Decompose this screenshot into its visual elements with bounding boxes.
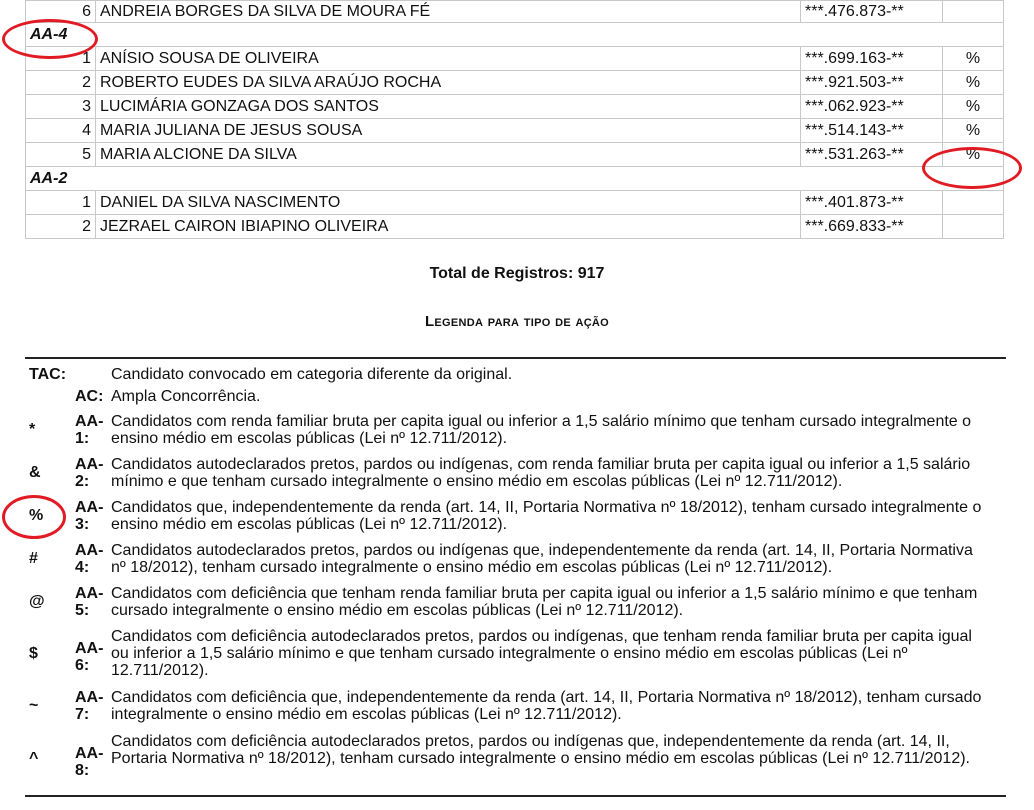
row-number: 2 xyxy=(26,71,96,95)
candidate-cpf: ***.531.263-** xyxy=(801,143,943,167)
row-number: 6 xyxy=(26,1,96,23)
legend-symbol: # xyxy=(29,550,38,567)
legend-item-aa2 xyxy=(25,456,1006,490)
candidate-name: ANÍSIO SOUSA DE OLIVEIRA xyxy=(96,47,801,71)
legend-code: AC: xyxy=(75,388,104,405)
table-row xyxy=(26,119,1004,143)
legend-code: AA-5: xyxy=(75,585,104,619)
table-row xyxy=(26,191,1004,215)
legend-item-ac xyxy=(25,388,1006,405)
action-mark xyxy=(943,1,1004,23)
row-number: 2 xyxy=(26,215,96,239)
legend-symbol: @ xyxy=(29,593,45,610)
candidate-cpf: ***.514.143-** xyxy=(801,119,943,143)
legend-item-aa5 xyxy=(25,585,1006,619)
total-records: Total de Registros: 917 xyxy=(429,265,605,282)
legend-code: AA-7: xyxy=(75,689,104,723)
legend-description: Candidatos com deficiência autodeclarados pretos, pardos ou indígenas, que tenham renda familiar bruta per capita igual ou inferior a 1,5 salário mínimo e que tenham cursado integralmente o ensino médio em escolas públicas (Lei nº 12.711/2012). xyxy=(111,628,972,679)
legend-item-aa4 xyxy=(25,542,1006,576)
legend-code: AA-6: xyxy=(75,640,104,674)
action-mark: % xyxy=(943,95,1004,119)
legend-description: Candidatos autodeclarados pretos, pardos ou indígenas, com renda familiar bruta per capita igual ou inferior a 1,5 salário mínimo e que tenham cursado integralmente o ensino médio em escolas públicas (Lei nº 12.711/2012). xyxy=(111,456,971,490)
candidate-cpf: ***.699.163-** xyxy=(801,47,943,71)
legend-symbol: * xyxy=(29,421,36,438)
action-mark xyxy=(943,215,1004,239)
table-row xyxy=(26,215,1004,239)
legend-title: Legenda para tipo de ação xyxy=(424,313,610,330)
legend-description: Candidatos com renda familiar bruta per capita igual ou inferior a 1,5 salário mínimo que tenham cursado integralmente o ensino médio em escolas públicas (Lei nº 12.711/2012). xyxy=(111,413,972,447)
candidate-name: LUCIMÁRIA GONZAGA DOS SANTOS xyxy=(96,95,801,119)
legend-symbol: ~ xyxy=(29,697,39,714)
row-number: 5 xyxy=(26,143,96,167)
legend-description: Candidatos com deficiência que tenham renda familiar bruta per capita igual ou inferior a 1,5 salário mínimo e que tenham cursado integralmente o ensino médio em escolas públicas (Lei nº 12.711/2012). xyxy=(111,585,978,619)
legend-description: Candidato convocado em categoria diferente da original. xyxy=(111,366,513,383)
candidate-cpf: ***.476.873-** xyxy=(801,1,943,23)
group-label: AA-2 xyxy=(26,167,1004,191)
legend-description: Ampla Concorrência. xyxy=(111,388,261,405)
action-mark xyxy=(943,191,1004,215)
row-number: 1 xyxy=(26,47,96,71)
action-mark: % xyxy=(943,71,1004,95)
legend-description: Candidatos com deficiência autodeclarados pretos, pardos ou indígenas que, independentemente da renda (art. 14, II, Portaria Normativa nº 18/2012), tenham cursado integralmente o ensino médio em escolas públicas (Lei nº 12.711/2012). xyxy=(111,733,970,767)
legend-symbol: ^ xyxy=(29,749,39,767)
legend-description: Candidatos autodeclarados pretos, pardos ou indígenas que, independentemente da renda (art. 14, II, Portaria Normativa nº 18/2012), tenham cursado integralmente o ensino médio em escolas públicas (Lei nº 12.711/2012). xyxy=(111,542,973,576)
legend-item-aa1 xyxy=(25,413,1006,447)
legend-item-aa7 xyxy=(25,689,1006,723)
action-mark: % xyxy=(943,47,1004,71)
candidate-name: MARIA ALCIONE DA SILVA xyxy=(96,143,801,167)
candidate-cpf: ***.401.873-** xyxy=(801,191,943,215)
legend-code: AA-4: xyxy=(75,542,104,576)
candidate-cpf: ***.921.503-** xyxy=(801,71,943,95)
table-row xyxy=(26,71,1004,95)
legend-item-aa6 xyxy=(25,628,1006,679)
legend-top-rule xyxy=(25,357,1006,359)
action-mark: % xyxy=(943,143,1004,167)
row-number: 3 xyxy=(26,95,96,119)
candidate-name: MARIA JULIANA DE JESUS SOUSA xyxy=(96,119,801,143)
group-header-row xyxy=(26,23,1004,47)
legend-item-aa8 xyxy=(25,733,1006,784)
table-row xyxy=(26,1,1004,23)
legend-bottom-rule xyxy=(25,795,1006,797)
table-row xyxy=(26,47,1004,71)
legend-symbol: & xyxy=(29,464,41,481)
legend-symbol: TAC: xyxy=(29,365,67,383)
group-label: AA-4 xyxy=(26,23,1004,47)
legend-code: AA-3: xyxy=(75,499,104,533)
legend-code: AA-2: xyxy=(75,456,104,490)
row-number: 4 xyxy=(26,119,96,143)
action-mark: % xyxy=(943,119,1004,143)
table-row xyxy=(26,95,1004,119)
group-header-row xyxy=(26,167,1004,191)
candidate-cpf: ***.062.923-** xyxy=(801,95,943,119)
legend-symbol: % xyxy=(29,507,44,524)
legend-description: Candidatos com deficiência que, independentemente da renda (art. 14, II, Portaria Normativa nº 18/2012), tenham cursado integralmente o ensino médio em escolas públicas (Lei nº 12.711/2012). xyxy=(111,689,982,723)
results-table xyxy=(25,0,1004,239)
candidate-name: ROBERTO EUDES DA SILVA ARAÚJO ROCHA xyxy=(96,71,801,95)
candidate-name: JEZRAEL CAIRON IBIAPINO OLIVEIRA xyxy=(96,215,801,239)
legend-item-tac xyxy=(25,366,1006,383)
candidate-name: DANIEL DA SILVA NASCIMENTO xyxy=(96,191,801,215)
table-row xyxy=(26,143,1004,167)
legend-item-aa3 xyxy=(25,499,1006,533)
candidate-cpf: ***.669.833-** xyxy=(801,215,943,239)
legend-symbol: $ xyxy=(29,644,38,662)
legend-description: Candidatos que, independentemente da renda (art. 14, II, Portaria Normativa nº 18/2012), tenham cursado integralmente o ensino médio em escolas públicas (Lei nº 12.711/2012). xyxy=(111,499,982,533)
legend-code: AA-8: xyxy=(75,745,104,779)
candidate-name: ANDREIA BORGES DA SILVA DE MOURA FÉ xyxy=(96,1,801,23)
legend-code: AA-1: xyxy=(75,413,104,447)
row-number: 1 xyxy=(26,191,96,215)
